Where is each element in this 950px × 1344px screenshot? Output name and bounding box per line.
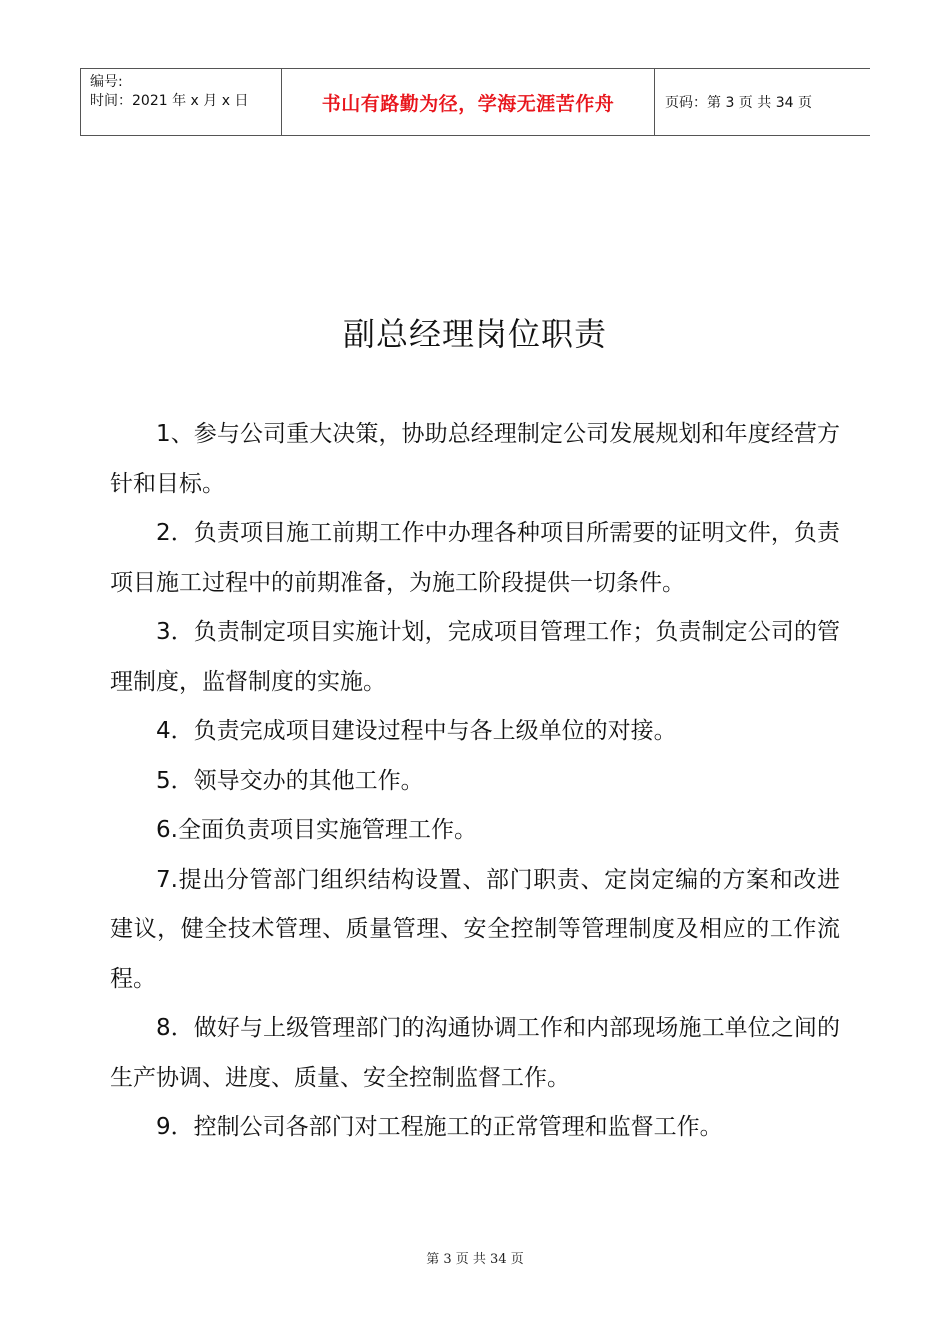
page-header bbox=[80, 68, 870, 136]
date-label: 时间：2021 年 x 月 x 日 bbox=[90, 93, 249, 109]
paragraph-4: 4．负责完成项目建设过程中与各上级单位的对接。 bbox=[156, 718, 677, 744]
page-footer bbox=[0, 1248, 950, 1267]
header-page-number: 页码：第 3 页 共 34 页 bbox=[665, 95, 812, 111]
paragraph-5: 5．领导交办的其他工作。 bbox=[156, 767, 424, 794]
header-meta-cell bbox=[80, 69, 282, 135]
serial-number-label: 编号: bbox=[90, 74, 123, 90]
header-page-cell bbox=[655, 69, 870, 135]
paragraph-2: 2．负责项目施工前期工作中办理各种项目所需要的证明文件，负责项目施工过程中的前期准备，为施工阶段提供一切条件。 bbox=[110, 520, 840, 596]
paragraph-3: 3．负责制定项目实施计划，完成项目管理工作；负责制定公司的管理制度，监督制度的实施。 bbox=[110, 619, 840, 695]
footer-page-number: 第 3 页 共 34 页 bbox=[426, 1252, 524, 1267]
paragraph-7: 7.提出分管部门组织结构设置、部门职责、定岗定编的方案和改进建议，健全技术管理、质量管理、安全控制等管理制度及相应的工作流程。 bbox=[110, 866, 840, 992]
document-body bbox=[110, 410, 840, 1153]
motto-text: 书山有路勤为径，学海无涯苦作舟 bbox=[321, 92, 615, 115]
header-motto-cell bbox=[282, 69, 655, 135]
paragraph-9: 9．控制公司各部门对工程施工的正常管理和监督工作。 bbox=[156, 1114, 723, 1140]
paragraph-1: 1、参与公司重大决策，协助总经理制定公司发展规划和年度经营方针和目标。 bbox=[110, 421, 840, 497]
paragraph-8: 8．做好与上级管理部门的沟通协调工作和内部现场施工单位之间的生产协调、进度、质量、安全控制监督工作。 bbox=[110, 1015, 840, 1091]
paragraph-6: 6.全面负责项目实施管理工作。 bbox=[156, 817, 477, 843]
document-title: 副总经理岗位职责 bbox=[342, 315, 607, 353]
